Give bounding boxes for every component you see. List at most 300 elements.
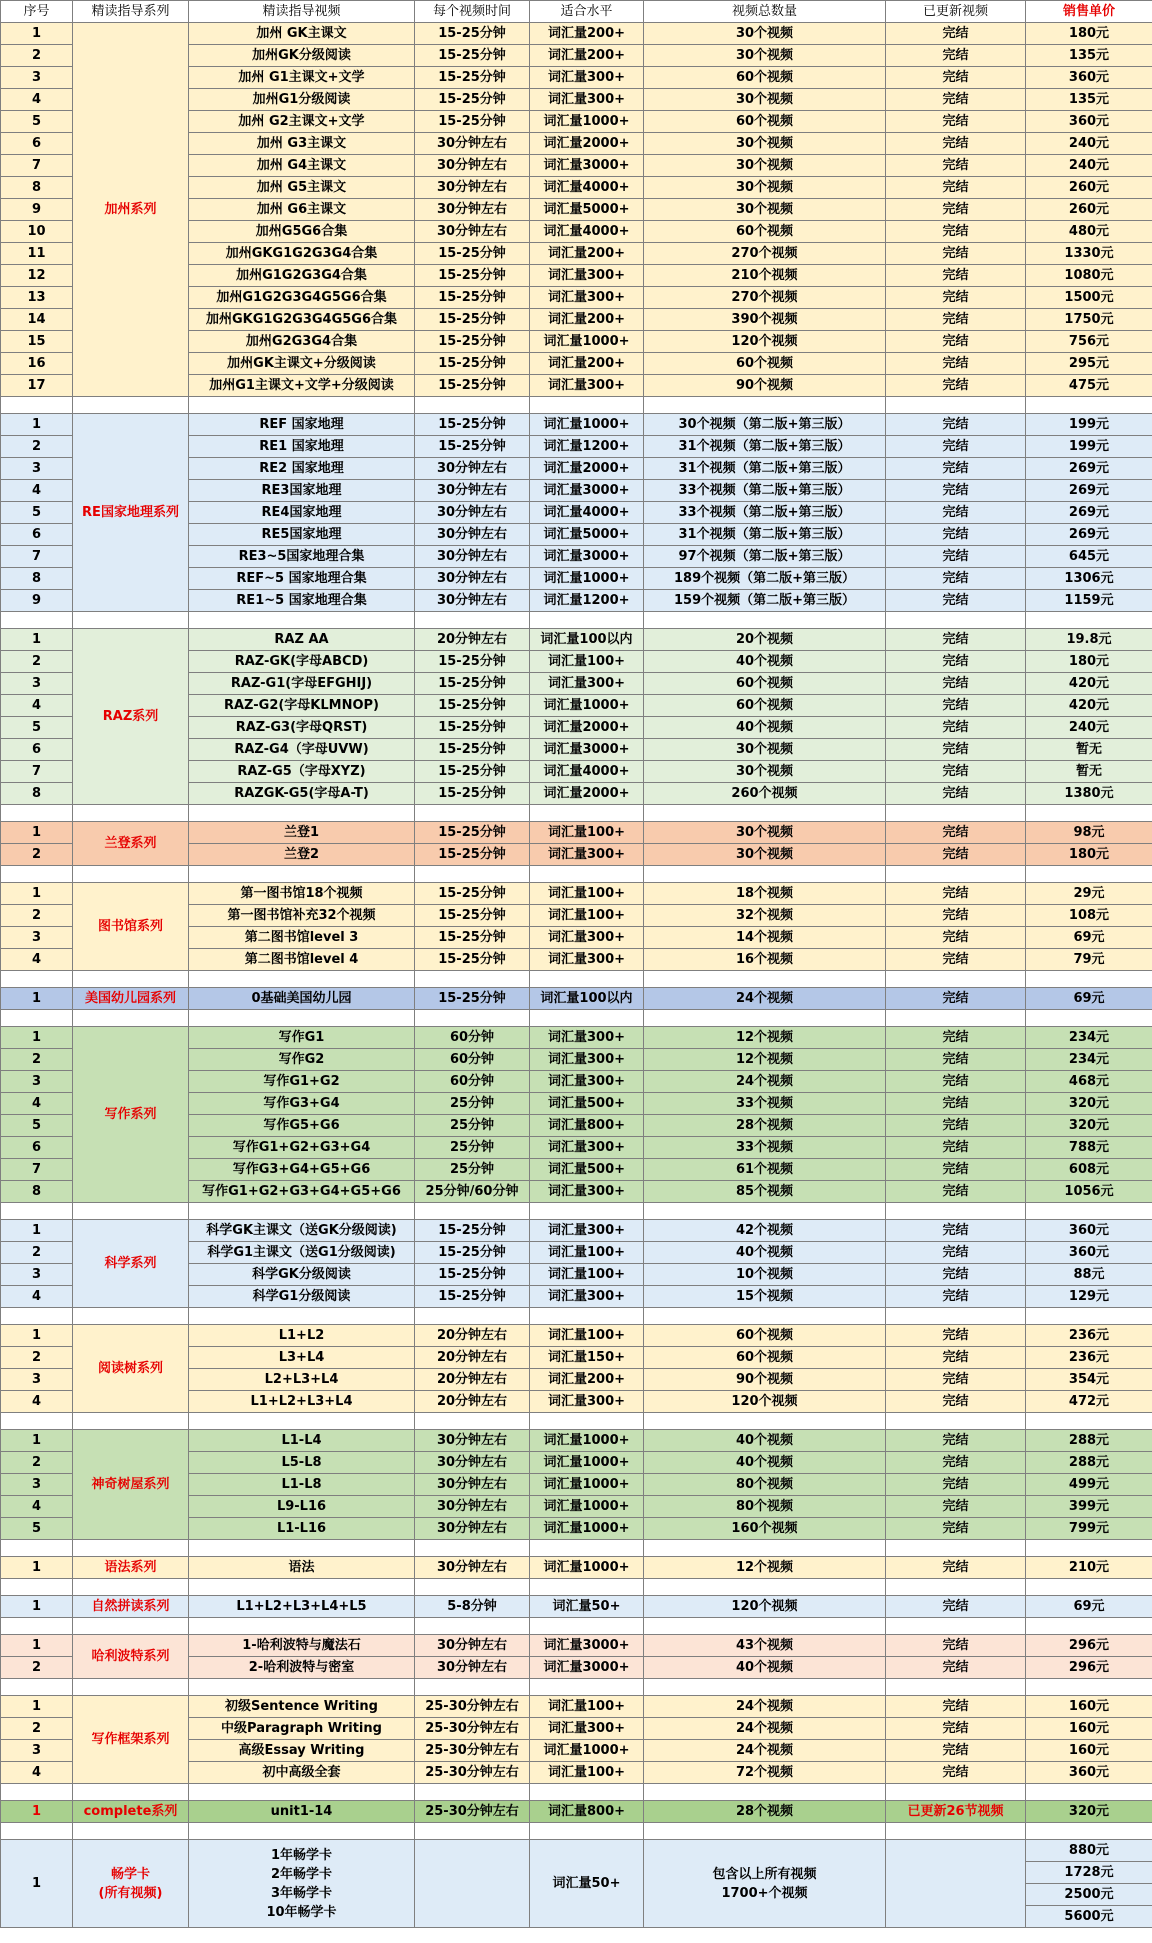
duration: 30分钟左右 [415, 1474, 530, 1496]
video-name: 写作G1 [189, 1027, 415, 1049]
video-name: 加州 G6主课文 [189, 199, 415, 221]
video-count: 40个视频 [644, 1452, 886, 1474]
vocab-level: 词汇量1000+ [530, 1557, 644, 1579]
update-status: 完结 [886, 155, 1026, 177]
duration: 30分钟左右 [415, 1452, 530, 1474]
vocab-level: 词汇量300+ [530, 1220, 644, 1242]
price: 236元 [1026, 1325, 1152, 1347]
video-count: 60个视频 [644, 353, 886, 375]
video-count: 12个视频 [644, 1557, 886, 1579]
vocab-level: 词汇量4000+ [530, 177, 644, 199]
vocab-level: 词汇量1000+ [530, 695, 644, 717]
price: 360元 [1026, 111, 1152, 133]
video-count: 18个视频 [644, 883, 886, 905]
vocab-level: 词汇量1000+ [530, 1518, 644, 1540]
price: 269元 [1026, 480, 1152, 502]
table-row [1, 414, 1152, 436]
vocab-level: 词汇量100+ [530, 883, 644, 905]
update-status: 完结 [886, 822, 1026, 844]
video-name: 加州G5G6合集 [189, 221, 415, 243]
update-status: 完结 [886, 265, 1026, 287]
price: 360元 [1026, 1762, 1152, 1784]
update-status: 完结 [886, 761, 1026, 783]
update-status: 完结 [886, 1496, 1026, 1518]
duration: 15-25分钟 [415, 988, 530, 1010]
duration: 30分钟左右 [415, 155, 530, 177]
duration: 30分钟左右 [415, 199, 530, 221]
row-index: 1 [1, 988, 73, 1010]
row-index: 1 [1, 883, 73, 905]
header-row [1, 1, 1152, 23]
update-status: 完结 [886, 717, 1026, 739]
vocab-level: 词汇量500+ [530, 1093, 644, 1115]
update-status: 完结 [886, 1264, 1026, 1286]
duration: 20分钟左右 [415, 1391, 530, 1413]
duration: 30分钟左右 [415, 177, 530, 199]
video-count: 24个视频 [644, 988, 886, 1010]
vocab-level: 词汇量300+ [530, 265, 644, 287]
table-row [1, 1430, 1152, 1452]
price: 260元 [1026, 199, 1152, 221]
update-status: 完结 [886, 1369, 1026, 1391]
update-status: 完结 [886, 1159, 1026, 1181]
vocab-level: 词汇量100+ [530, 1762, 644, 1784]
vocab-level: 词汇量3000+ [530, 739, 644, 761]
series-name: 科学系列 [73, 1220, 189, 1308]
video-name: RE3国家地理 [189, 480, 415, 502]
price: 320元 [1026, 1093, 1152, 1115]
table-row [1, 1027, 1152, 1049]
duration: 25-30分钟左右 [415, 1801, 530, 1823]
video-count: 30个视频 [644, 739, 886, 761]
row-index: 3 [1, 927, 73, 949]
video-name: 加州 GK主课文 [189, 23, 415, 45]
price: 269元 [1026, 502, 1152, 524]
update-status: 完结 [886, 1391, 1026, 1413]
row-index: 2 [1, 436, 73, 458]
update-status: 完结 [886, 844, 1026, 866]
price: 180元 [1026, 23, 1152, 45]
duration: 25-30分钟左右 [415, 1740, 530, 1762]
video-count: 28个视频 [644, 1801, 886, 1823]
row-index: 4 [1, 480, 73, 502]
duration: 15-25分钟 [415, 695, 530, 717]
update-status: 完结 [886, 546, 1026, 568]
row-index: 13 [1, 287, 73, 309]
price: 468元 [1026, 1071, 1152, 1093]
video-name: 科学G1主课文（送G1分级阅读) [189, 1242, 415, 1264]
video-name: 写作G1+G2+G3+G4 [189, 1137, 415, 1159]
video-count: 30个视频 [644, 761, 886, 783]
vocab-level: 词汇量300+ [530, 1181, 644, 1203]
card-row [1, 1840, 1152, 1928]
price: 320元 [1026, 1801, 1152, 1823]
series-name: 自然拼读系列 [73, 1596, 189, 1618]
video-name: 写作G3+G4 [189, 1093, 415, 1115]
video-count: 40个视频 [644, 1242, 886, 1264]
duration: 20分钟左右 [415, 1347, 530, 1369]
price: 288元 [1026, 1430, 1152, 1452]
video-name: 写作G5+G6 [189, 1115, 415, 1137]
duration: 20分钟左右 [415, 1325, 530, 1347]
card-prices [1026, 1840, 1152, 1928]
duration: 15-25分钟 [415, 717, 530, 739]
video-count: 24个视频 [644, 1718, 886, 1740]
video-name: 加州 G3主课文 [189, 133, 415, 155]
duration: 25分钟 [415, 1115, 530, 1137]
row-index: 2 [1, 1452, 73, 1474]
vocab-level: 词汇量300+ [530, 67, 644, 89]
update-status: 完结 [886, 1347, 1026, 1369]
vocab-level: 词汇量500+ [530, 1159, 644, 1181]
video-name: RAZ-G4（字母UVW) [189, 739, 415, 761]
update-status: 完结 [886, 1325, 1026, 1347]
price: 1056元 [1026, 1181, 1152, 1203]
update-status: 完结 [886, 133, 1026, 155]
update-status: 完结 [886, 1093, 1026, 1115]
price: 1080元 [1026, 265, 1152, 287]
video-name: 科学GK主课文（送GK分级阅读) [189, 1220, 415, 1242]
spacer-row [1, 1679, 1152, 1696]
update-status: 完结 [886, 1027, 1026, 1049]
update-status: 已更新26节视频 [886, 1801, 1026, 1823]
price: 180元 [1026, 844, 1152, 866]
duration: 25分钟/60分钟 [415, 1181, 530, 1203]
series-name: 语法系列 [73, 1557, 189, 1579]
video-name: RAZ-G3(字母QRST) [189, 717, 415, 739]
duration: 15-25分钟 [415, 23, 530, 45]
series-name: RE国家地理系列 [73, 414, 189, 612]
row-index: 9 [1, 199, 73, 221]
series-name: 图书馆系列 [73, 883, 189, 971]
card-videos-line2: 1700+个视频 [721, 1885, 808, 1901]
vocab-level: 词汇量100+ [530, 1242, 644, 1264]
row-index: 7 [1, 761, 73, 783]
table-row [1, 1557, 1152, 1579]
update-status: 完结 [886, 89, 1026, 111]
row-index: 8 [1, 568, 73, 590]
spacer-row [1, 1413, 1152, 1430]
video-name: 写作G2 [189, 1049, 415, 1071]
video-count: 60个视频 [644, 111, 886, 133]
price: 420元 [1026, 673, 1152, 695]
price: 135元 [1026, 89, 1152, 111]
card-plan: 2年畅学卡 [270, 1866, 333, 1882]
duration: 25分钟 [415, 1093, 530, 1115]
duration: 20分钟左右 [415, 1369, 530, 1391]
row-index: 1 [1, 1635, 73, 1657]
vocab-level: 词汇量2000+ [530, 783, 644, 805]
table-body [1, 23, 1152, 1928]
table-row [1, 822, 1152, 844]
price: 788元 [1026, 1137, 1152, 1159]
video-name: 加州G1主课文+文学+分级阅读 [189, 375, 415, 397]
price: 360元 [1026, 67, 1152, 89]
update-status: 完结 [886, 590, 1026, 612]
row-index: 6 [1, 524, 73, 546]
video-count: 28个视频 [644, 1115, 886, 1137]
col-header-price: 销售单价 [1026, 1, 1152, 23]
vocab-level: 词汇量300+ [530, 1137, 644, 1159]
video-count: 97个视频（第二版+第三版） [644, 546, 886, 568]
vocab-level: 词汇量1000+ [530, 1452, 644, 1474]
row-index: 2 [1, 1657, 73, 1679]
price: 160元 [1026, 1696, 1152, 1718]
video-name: REF 国家地理 [189, 414, 415, 436]
video-name: RAZ-G5（字母XYZ) [189, 761, 415, 783]
video-name: 第一图书馆18个视频 [189, 883, 415, 905]
price: 269元 [1026, 458, 1152, 480]
card-plan: 1年畅学卡 [270, 1847, 333, 1863]
row-index: 5 [1, 111, 73, 133]
price: 296元 [1026, 1635, 1152, 1657]
update-status: 完结 [886, 1696, 1026, 1718]
video-count: 30个视频 [644, 199, 886, 221]
col-header-video: 精读指导视频 [189, 1, 415, 23]
series-name: 兰登系列 [73, 822, 189, 866]
duration: 30分钟左右 [415, 502, 530, 524]
vocab-level: 词汇量1000+ [530, 1740, 644, 1762]
col-header-count: 视频总数量 [644, 1, 886, 23]
vocab-level: 词汇量100+ [530, 822, 644, 844]
col-header-index: 序号 [1, 1, 73, 23]
spacer-row [1, 1010, 1152, 1027]
vocab-level: 词汇量1000+ [530, 568, 644, 590]
card-index: 1 [1, 1840, 73, 1928]
video-name: 0基础美国幼儿园 [189, 988, 415, 1010]
duration: 15-25分钟 [415, 353, 530, 375]
row-index: 4 [1, 1496, 73, 1518]
card-level: 词汇量50+ [530, 1840, 644, 1928]
row-index: 5 [1, 502, 73, 524]
duration: 15-25分钟 [415, 949, 530, 971]
video-count: 31个视频（第二版+第三版） [644, 458, 886, 480]
row-index: 1 [1, 1696, 73, 1718]
row-index: 8 [1, 783, 73, 805]
row-index: 1 [1, 822, 73, 844]
video-count: 33个视频 [644, 1093, 886, 1115]
video-count: 90个视频 [644, 375, 886, 397]
video-count: 40个视频 [644, 1430, 886, 1452]
vocab-level: 词汇量300+ [530, 1391, 644, 1413]
video-name: 加州GKG1G2G3G4合集 [189, 243, 415, 265]
duration: 30分钟左右 [415, 524, 530, 546]
row-index: 3 [1, 1071, 73, 1093]
card-series [73, 1840, 189, 1928]
price: 88元 [1026, 1264, 1152, 1286]
duration: 15-25分钟 [415, 673, 530, 695]
vocab-level: 词汇量2000+ [530, 458, 644, 480]
price: 296元 [1026, 1657, 1152, 1679]
vocab-level: 词汇量300+ [530, 673, 644, 695]
card-price: 2500元 [1026, 1884, 1152, 1906]
card-status [886, 1840, 1026, 1928]
video-name: L1+L2+L3+L4+L5 [189, 1596, 415, 1618]
price: 360元 [1026, 1242, 1152, 1264]
row-index: 4 [1, 1762, 73, 1784]
duration: 15-25分钟 [415, 1242, 530, 1264]
video-count: 24个视频 [644, 1071, 886, 1093]
row-index: 3 [1, 1264, 73, 1286]
table-row [1, 1696, 1152, 1718]
duration: 15-25分钟 [415, 414, 530, 436]
duration: 15-25分钟 [415, 844, 530, 866]
series-name: 加州系列 [73, 23, 189, 397]
duration: 30分钟左右 [415, 546, 530, 568]
price: 240元 [1026, 155, 1152, 177]
row-index: 2 [1, 844, 73, 866]
video-count: 120个视频 [644, 1596, 886, 1618]
row-index: 4 [1, 695, 73, 717]
duration: 25-30分钟左右 [415, 1718, 530, 1740]
update-status: 完结 [886, 1474, 1026, 1496]
update-status: 完结 [886, 243, 1026, 265]
duration: 15-25分钟 [415, 331, 530, 353]
price: 160元 [1026, 1718, 1152, 1740]
spacer-row [1, 612, 1152, 629]
row-index: 4 [1, 1391, 73, 1413]
vocab-level: 词汇量300+ [530, 1286, 644, 1308]
update-status: 完结 [886, 458, 1026, 480]
series-name: 神奇树屋系列 [73, 1430, 189, 1540]
update-status: 完结 [886, 502, 1026, 524]
update-status: 完结 [886, 414, 1026, 436]
row-index: 10 [1, 221, 73, 243]
series-name: complete系列 [73, 1801, 189, 1823]
duration: 30分钟左右 [415, 590, 530, 612]
price: 645元 [1026, 546, 1152, 568]
update-status: 完结 [886, 739, 1026, 761]
update-status: 完结 [886, 651, 1026, 673]
card-plan: 10年畅学卡 [266, 1904, 337, 1920]
vocab-level: 词汇量4000+ [530, 221, 644, 243]
series-name: 哈利波特系列 [73, 1635, 189, 1679]
vocab-level: 词汇量100以内 [530, 988, 644, 1010]
video-name: 写作G3+G4+G5+G6 [189, 1159, 415, 1181]
video-count: 24个视频 [644, 1696, 886, 1718]
video-count: 30个视频 [644, 155, 886, 177]
video-count: 60个视频 [644, 673, 886, 695]
duration: 15-25分钟 [415, 761, 530, 783]
video-count: 60个视频 [644, 221, 886, 243]
row-index: 1 [1, 1220, 73, 1242]
update-status: 完结 [886, 1115, 1026, 1137]
row-index: 11 [1, 243, 73, 265]
video-count: 40个视频 [644, 1657, 886, 1679]
price: 1500元 [1026, 287, 1152, 309]
table-row [1, 1596, 1152, 1618]
table-row [1, 1325, 1152, 1347]
update-status: 完结 [886, 1635, 1026, 1657]
row-index: 8 [1, 1181, 73, 1203]
spacer-row [1, 1203, 1152, 1220]
spacer-row [1, 1823, 1152, 1840]
row-index: 1 [1, 1325, 73, 1347]
duration: 25-30分钟左右 [415, 1696, 530, 1718]
video-name: RE1~5 国家地理合集 [189, 590, 415, 612]
vocab-level: 词汇量1000+ [530, 1474, 644, 1496]
row-index: 3 [1, 1474, 73, 1496]
duration: 30分钟左右 [415, 1657, 530, 1679]
update-status: 完结 [886, 1452, 1026, 1474]
video-count: 390个视频 [644, 309, 886, 331]
price: 135元 [1026, 45, 1152, 67]
video-count: 30个视频 [644, 844, 886, 866]
vocab-level: 词汇量300+ [530, 1718, 644, 1740]
video-name: 加州 G5主课文 [189, 177, 415, 199]
update-status: 完结 [886, 695, 1026, 717]
duration: 15-25分钟 [415, 67, 530, 89]
row-index: 2 [1, 45, 73, 67]
update-status: 完结 [886, 1071, 1026, 1093]
vocab-level: 词汇量1000+ [530, 111, 644, 133]
duration: 15-25分钟 [415, 89, 530, 111]
video-name: RAZ-G1(字母EFGHIJ) [189, 673, 415, 695]
price: 1306元 [1026, 568, 1152, 590]
video-count: 31个视频（第二版+第三版） [644, 524, 886, 546]
price: 799元 [1026, 1518, 1152, 1540]
video-name: L1+L2 [189, 1325, 415, 1347]
row-index: 4 [1, 949, 73, 971]
update-status: 完结 [886, 629, 1026, 651]
price: 69元 [1026, 1596, 1152, 1618]
video-name: L5-L8 [189, 1452, 415, 1474]
video-name: L3+L4 [189, 1347, 415, 1369]
row-index: 14 [1, 309, 73, 331]
vocab-level: 词汇量1200+ [530, 436, 644, 458]
video-count: 270个视频 [644, 243, 886, 265]
update-status: 完结 [886, 783, 1026, 805]
video-name: 第一图书馆补充32个视频 [189, 905, 415, 927]
video-count: 12个视频 [644, 1049, 886, 1071]
video-count: 160个视频 [644, 1518, 886, 1540]
video-name: 加州G1G2G3G4G5G6合集 [189, 287, 415, 309]
video-count: 120个视频 [644, 1391, 886, 1413]
card-plan: 3年畅学卡 [270, 1885, 333, 1901]
duration: 30分钟左右 [415, 568, 530, 590]
video-count: 16个视频 [644, 949, 886, 971]
duration: 30分钟左右 [415, 1430, 530, 1452]
video-name: RE2 国家地理 [189, 458, 415, 480]
price: 360元 [1026, 1220, 1152, 1242]
series-name: 写作系列 [73, 1027, 189, 1203]
price: 756元 [1026, 331, 1152, 353]
video-count: 72个视频 [644, 1762, 886, 1784]
vocab-level: 词汇量3000+ [530, 155, 644, 177]
video-name: 写作G1+G2+G3+G4+G5+G6 [189, 1181, 415, 1203]
update-status: 完结 [886, 988, 1026, 1010]
video-name: RAZGK-G5(字母A-T) [189, 783, 415, 805]
video-count: 15个视频 [644, 1286, 886, 1308]
duration: 15-25分钟 [415, 265, 530, 287]
vocab-level: 词汇量300+ [530, 844, 644, 866]
price: 69元 [1026, 927, 1152, 949]
price: 480元 [1026, 221, 1152, 243]
update-status: 完结 [886, 1557, 1026, 1579]
update-status: 完结 [886, 331, 1026, 353]
card-series-sub: (所有视频) [98, 1885, 163, 1901]
row-index: 2 [1, 1242, 73, 1264]
vocab-level: 词汇量3000+ [530, 480, 644, 502]
row-index: 2 [1, 1718, 73, 1740]
col-header-series: 精读指导系列 [73, 1, 189, 23]
price: 236元 [1026, 1347, 1152, 1369]
duration: 30分钟左右 [415, 1518, 530, 1540]
vocab-level: 词汇量200+ [530, 353, 644, 375]
spacer-row [1, 1784, 1152, 1801]
row-index: 7 [1, 1159, 73, 1181]
row-index: 2 [1, 1049, 73, 1071]
